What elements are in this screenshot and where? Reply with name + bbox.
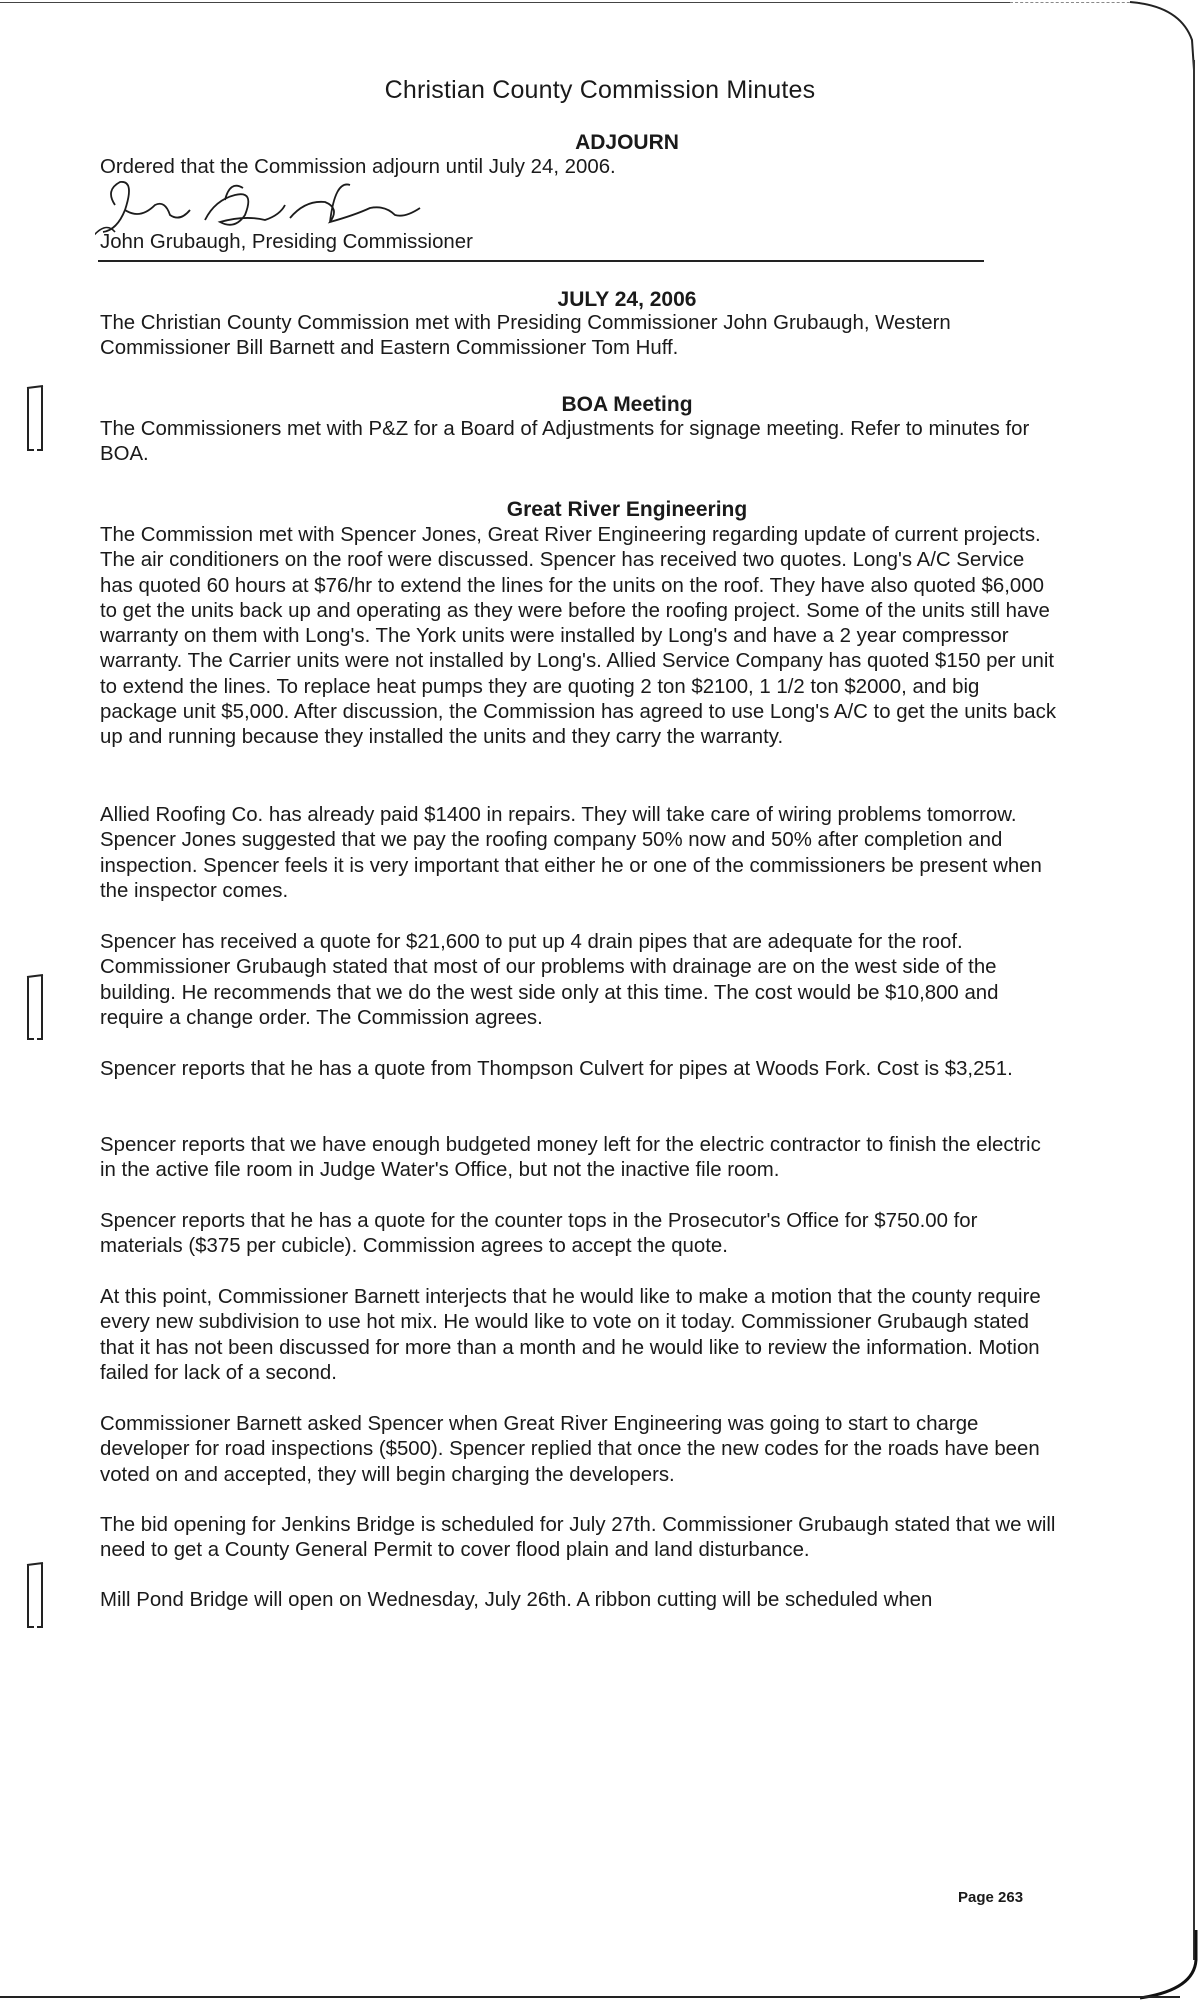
attendance-paragraph: The Christian County Commission met with Presiding Commissioner John Grubaugh, Western Commissioner Bill Barnett and Eastern Commissioner Tom Huff.: [100, 312, 951, 360]
gre-paragraph-2: Allied Roofing Co. has already paid $1400 in repairs. They will take care of wiring problems tomorrow. Spencer Jones suggested that we pay the roofing company 50% now and 50% after completion and inspection. Spencer feels it is very important that either he or one of the commissioners be present when the inspector comes.: [100, 804, 1042, 902]
gre-paragraph-7: At this point, Commissioner Barnett interjects that he would like to make a motion that the county require every new subdivision to use hot mix. He would like to vote on it today. Commissioner Grubaugh stated that it has not been discussed for more than a month and he would like to review the information. Motion failed for lack of a second.: [100, 1286, 1041, 1384]
signature-rule: [98, 260, 984, 262]
date-heading: JULY 24, 2006: [557, 288, 697, 311]
scan-top-edge: [0, 2, 1010, 3]
gre-paragraph-5: Spencer reports that we have enough budgeted money left for the electric contractor to finish the electric in the active file room in Judge Water's Office, but not the inactive file room.: [100, 1134, 1041, 1182]
gre-paragraph-9: The bid opening for Jenkins Bridge is scheduled for July 27th. Commissioner Grubaugh stated that we will need to get a County General Permit to cover flood plain and land disturbance.: [100, 1514, 1056, 1562]
truncated-line-text: Mill Pond Bridge will open on Wednesday, July 26th. A ribbon cutting will be scheduled when: [100, 1589, 933, 1610]
punch-hole-bottom: [24, 1561, 46, 1631]
truncated-line: [100, 1589, 1060, 1610]
document-title: Christian County Commission Minutes: [384, 76, 816, 104]
gre-paragraph-3: Spencer has received a quote for $21,600 to put up 4 drain pipes that are adequate for the roof. Commissioner Grubaugh stated that most of our problems with drainage are on the west side of the building. He recommends that we do the west side only at this time. The cost would be $10,800 and require a change order. The Commission agrees.: [100, 931, 999, 1029]
punch-hole-middle: [24, 973, 46, 1043]
scan-bottom-edge: [0, 1996, 1180, 1998]
adjourn-text: Ordered that the Commission adjourn until July 24, 2006.: [100, 156, 616, 178]
gre-paragraph-4: Spencer reports that he has a quote from Thompson Culvert for pipes at Woods Fork. Cost is $3,251.: [100, 1058, 1013, 1080]
scan-top-edge-dashed: [1010, 2, 1140, 3]
page-number: Page 263: [958, 1889, 1024, 1906]
signer-name-line: John Grubaugh, Presiding Commissioner: [100, 231, 473, 253]
gre-paragraph-6: Spencer reports that he has a quote for the counter tops in the Prosecutor's Office for $750.00 for materials ($375 per cubicle). Commission agrees to accept the quote.: [100, 1210, 978, 1258]
gre-heading: Great River Engineering: [506, 498, 748, 521]
boa-heading: BOA Meeting: [561, 393, 693, 416]
adjourn-heading: ADJOURN: [575, 131, 679, 154]
gre-paragraph-8: Commissioner Barnett asked Spencer when Great River Engineering was going to start to charge developer for road inspections ($500). Spencer replied that once the new codes for the roads have been voted on and accepted, they will begin charging the developers.: [100, 1413, 1040, 1486]
page-corner-bottom-right: [1140, 1930, 1200, 2000]
boa-paragraph: The Commissioners met with P&Z for a Board of Adjustments for signage meeting. Refer to minutes for BOA.: [100, 418, 1030, 466]
gre-paragraph-1: The Commission met with Spencer Jones, Great River Engineering regarding update of current projects. The air conditioners on the roof were discussed. Spencer has received two quotes. Long's A/C Service has quoted 60 hours at $76/hr to extend the lines for the units on the roof. They have also quoted $6,000 to get the units back up and operating as they were before the roofing project. Some of the units still have warranty on them with Long's. The York units were installed by Long's and have a 2 year compressor warranty. The Carrier units were not installed by Long's. Allied Service Company has quoted $150 per unit to extend the lines. To replace heat pumps they are quoting 2 ton $2100, 1 1/2 ton $2000, and big package unit $5,000. After discussion, the Commission has agreed to use Long's A/C to get the units back up and running because they installed the units and they carry the warranty.: [100, 524, 1057, 749]
